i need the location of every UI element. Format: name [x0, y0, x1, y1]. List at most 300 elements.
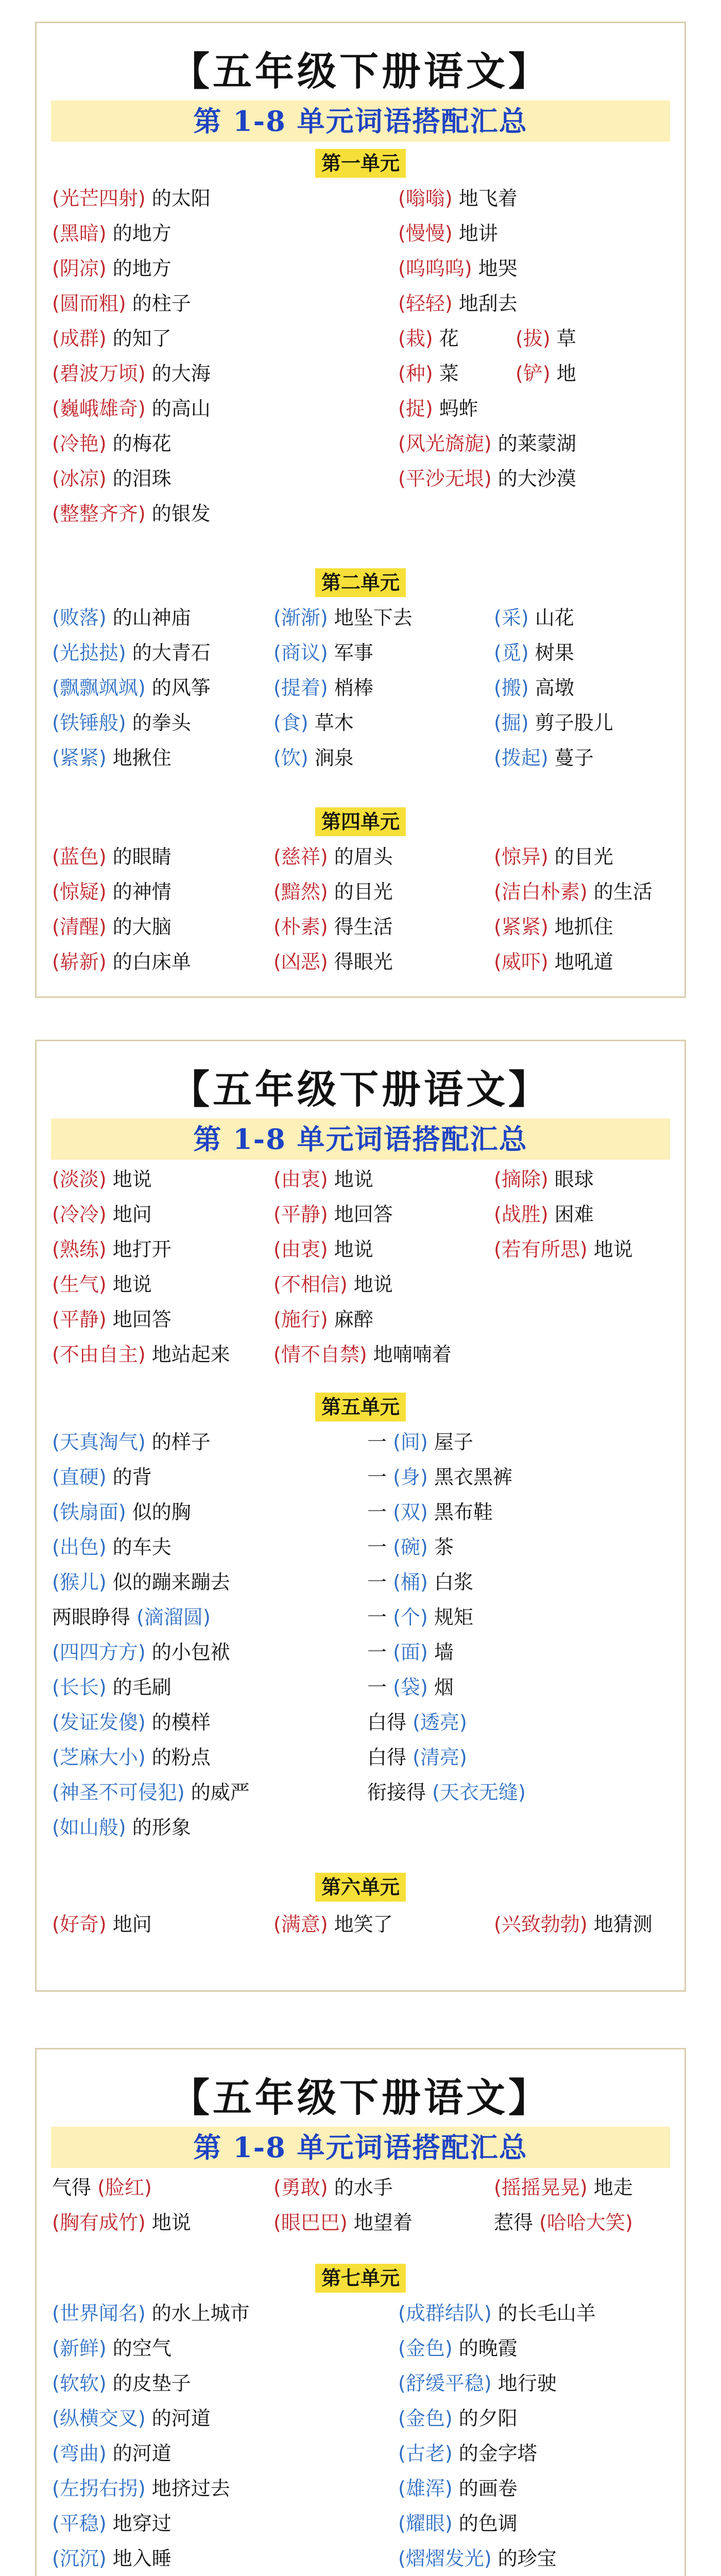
- phrase-text: 的皮垫子: [106, 2372, 191, 2395]
- bracket-open: (: [494, 1913, 502, 1936]
- bracket-close: ): [521, 606, 529, 629]
- bracket-open: (: [494, 1168, 502, 1191]
- bracket-close: ): [540, 916, 548, 938]
- page-subtitle: 第 1-8 单元词语搭配汇总: [51, 1118, 670, 1160]
- bracket-open: (: [393, 1501, 401, 1523]
- bracket-close: ): [420, 1431, 428, 1453]
- phrase-text: 地打开: [106, 1238, 171, 1261]
- phrase: [494, 944, 613, 979]
- phrase-text: 地说: [145, 2211, 191, 2234]
- phrase: [52, 2170, 152, 2205]
- bracket-close: ): [320, 1913, 328, 1936]
- answer-word: 纵横交叉: [59, 2407, 138, 2430]
- phrase-text: 高墩: [528, 676, 574, 699]
- list-item: [52, 1267, 684, 1302]
- list-item: [52, 839, 684, 874]
- bracket-close: ): [420, 1606, 428, 1629]
- answer-word: 猴儿: [59, 1571, 99, 1594]
- phrase-text: 的长毛山羊: [491, 2302, 596, 2325]
- phrase-text: 的梅花: [106, 432, 171, 455]
- bracket-open: (: [398, 292, 406, 315]
- list-item: [52, 1740, 684, 1775]
- bracket-open: (: [413, 1746, 420, 1769]
- phrase: [398, 391, 478, 426]
- phrase: [273, 1162, 373, 1197]
- list-item: [52, 705, 684, 740]
- bracket-close: ): [98, 2547, 107, 2570]
- bracket-open: (: [393, 1431, 401, 1453]
- answer-word: 不相信: [281, 1273, 340, 1296]
- bracket-close: ): [320, 641, 328, 664]
- list-item: [52, 181, 684, 216]
- phrase-text: 地问: [106, 1913, 152, 1936]
- bracket-close: ): [425, 362, 433, 385]
- phrase-text: 的水上城市: [145, 2302, 250, 2325]
- answer-word: 铁扇面: [59, 1501, 118, 1523]
- bracket-open: (: [52, 2372, 60, 2395]
- phrase-text: 地说: [106, 1273, 152, 1296]
- bracket-close: ): [484, 2372, 492, 2395]
- bracket-close: ): [98, 1676, 107, 1699]
- bracket-open: (: [273, 2211, 281, 2234]
- bracket-open: (: [393, 1571, 401, 1594]
- answer-word: 淡淡: [59, 1168, 99, 1191]
- phrase-text: 的金字塔: [452, 2442, 537, 2465]
- answer-word: 耀眼: [405, 2512, 445, 2535]
- bracket-open: (: [398, 2372, 406, 2395]
- answer-word: 成群结队: [405, 2302, 484, 2325]
- list-item: [52, 1670, 684, 1705]
- bracket-close: ): [300, 711, 308, 734]
- answer-word: 间: [400, 1431, 420, 1453]
- bracket-close: ): [542, 327, 551, 350]
- bracket-open: (: [494, 1238, 502, 1261]
- answer-word: 新鲜: [59, 2337, 99, 2360]
- bracket-open: (: [52, 2337, 60, 2360]
- phrase: [494, 740, 594, 775]
- bracket-close: ): [98, 2372, 107, 2395]
- phrase: [52, 2506, 171, 2541]
- bracket-open: (: [273, 606, 281, 629]
- phrase-text: 地说: [328, 1168, 373, 1191]
- bracket-open: (: [52, 1746, 60, 1769]
- bracket-close: ): [459, 1711, 467, 1734]
- bracket-close: ): [420, 1676, 428, 1699]
- phrase: [367, 1705, 467, 1740]
- bracket-open: 一: [367, 1676, 393, 1699]
- phrase: [494, 1197, 594, 1232]
- bracket-close: ): [444, 2407, 453, 2430]
- bracket-open: (: [494, 845, 502, 868]
- bracket-open: 一: [367, 1571, 393, 1594]
- phrase: [52, 2331, 171, 2366]
- bracket-open: (: [494, 951, 502, 973]
- bracket-open: (: [136, 1606, 144, 1629]
- word-list: [37, 181, 684, 531]
- phrase: [52, 321, 171, 356]
- phrase-text: 的莱蒙湖: [491, 432, 576, 455]
- phrase-text: 地喃喃着: [367, 1343, 452, 1366]
- bracket-close: ): [320, 1238, 328, 1261]
- bracket-open: (: [52, 1203, 60, 1226]
- bracket-close: ): [540, 951, 548, 973]
- phrase-text: 似的蹦来蹦去: [106, 1571, 230, 1594]
- phrase: [398, 2401, 518, 2436]
- bracket-open: (: [273, 1238, 281, 1261]
- list-item: [52, 2296, 684, 2331]
- phrase-text: 的拳头: [126, 711, 191, 734]
- bracket-close: ): [521, 641, 529, 664]
- answer-word: 由衷: [281, 1168, 320, 1191]
- bracket-close: ): [138, 1641, 146, 1664]
- bracket-open: (: [398, 2337, 406, 2360]
- phrase-text: 的画卷: [452, 2477, 518, 2500]
- bracket-open: (: [52, 2477, 60, 2500]
- phrase-text: 地站起来: [145, 1343, 230, 1366]
- answer-word: 轻轻: [405, 292, 445, 315]
- phrase: [52, 944, 191, 979]
- answer-word: 冷艳: [59, 432, 99, 455]
- phrase: [516, 321, 576, 356]
- phrase: [494, 705, 613, 740]
- bracket-open: (: [52, 676, 60, 699]
- answer-word: 阴凉: [59, 257, 99, 280]
- bracket-open: (: [273, 951, 281, 973]
- bracket-open: 气得: [52, 2176, 98, 2199]
- phrase: [398, 2541, 557, 2576]
- bracket-open: (: [494, 916, 502, 938]
- phrase: [52, 1600, 211, 1635]
- bracket-close: ): [98, 1203, 107, 1226]
- bracket-open: (: [52, 1676, 60, 1699]
- answer-word: 惊疑: [59, 880, 99, 903]
- bracket-close: ): [425, 397, 433, 420]
- phrase: [273, 1267, 393, 1302]
- bracket-close: ): [540, 845, 548, 868]
- phrase-text: 地挤过去: [145, 2477, 230, 2500]
- bracket-open: (: [52, 845, 60, 868]
- phrase-text: 的晚霞: [452, 2337, 518, 2360]
- phrase-text: 的太阳: [145, 187, 211, 210]
- answer-word: 由衷: [281, 1238, 320, 1261]
- answer-word: 紧紧: [501, 916, 541, 938]
- phrase: [367, 1635, 454, 1670]
- bracket-close: ): [459, 1746, 467, 1769]
- answer-word: 平静: [59, 1308, 99, 1331]
- bracket-close: ): [98, 845, 107, 868]
- phrase: [52, 2436, 171, 2471]
- phrase-text: 地穿过: [106, 2512, 171, 2535]
- bracket-close: ): [625, 2211, 633, 2234]
- bracket-open: 两眼睁得: [52, 1606, 137, 1629]
- phrase-text: 地说: [106, 1168, 152, 1191]
- phrase-text: 的大沙漠: [491, 467, 576, 490]
- bracket-close: ): [464, 257, 472, 280]
- answer-word: 战胜: [501, 1203, 541, 1226]
- phrase-text: 的目光: [328, 880, 393, 903]
- phrase-text: 的柱子: [126, 292, 191, 315]
- bracket-close: ): [98, 1466, 107, 1488]
- phrase: [52, 1495, 191, 1530]
- bracket-open: (: [398, 2302, 406, 2325]
- bracket-open: (: [273, 1203, 281, 1226]
- bracket-close: ): [177, 1781, 185, 1804]
- answer-word: 发证发傻: [59, 1711, 138, 1734]
- phrase: [273, 670, 373, 705]
- bracket-open: (: [398, 2407, 406, 2430]
- answer-word: 平稳: [59, 2512, 99, 2535]
- phrase: [398, 2331, 518, 2366]
- phrase: [52, 2471, 230, 2506]
- phrase: [52, 1740, 211, 1775]
- bracket-open: (: [52, 1238, 60, 1261]
- phrase: [52, 839, 171, 874]
- bracket-open: (: [52, 606, 60, 629]
- page-title: 【五年级下册语文】: [170, 48, 551, 94]
- phrase-text: 地问: [106, 1203, 152, 1226]
- bracket-close: ): [320, 1203, 328, 1226]
- bracket-close: ): [138, 676, 146, 699]
- answer-word: 胸有成竹: [59, 2211, 138, 2234]
- phrase-text: 的眼睛: [106, 845, 171, 868]
- phrase: [52, 181, 211, 216]
- phrase: [398, 216, 498, 251]
- answer-word: 桶: [400, 1571, 420, 1594]
- list-item: [52, 1425, 684, 1460]
- bracket-close: ): [138, 362, 146, 385]
- answer-word: 不由自主: [59, 1343, 138, 1366]
- answer-word: 采: [501, 606, 521, 629]
- bracket-open: (: [52, 2547, 60, 2570]
- bracket-open: (: [52, 1501, 60, 1523]
- phrase-text: 的大青石: [126, 641, 211, 664]
- bracket-close: ): [98, 1308, 107, 1331]
- bracket-open: (: [52, 1781, 60, 1804]
- bracket-open: (: [393, 1536, 401, 1558]
- bracket-close: ): [138, 1343, 146, 1366]
- bracket-open: (: [516, 327, 523, 350]
- bracket-open: (: [52, 1308, 60, 1331]
- answer-word: 身: [400, 1466, 420, 1488]
- bracket-open: (: [393, 1641, 401, 1664]
- bracket-close: ): [138, 502, 146, 525]
- phrase-text: 地哭: [472, 257, 518, 280]
- bracket-close: ): [98, 916, 107, 938]
- phrase-text: 地笑了: [328, 1913, 393, 1936]
- bracket-close: ): [540, 1203, 548, 1226]
- bracket-close: ): [98, 2512, 107, 2535]
- phrase-text: 的空气: [106, 2337, 171, 2360]
- bracket-open: (: [539, 2211, 547, 2234]
- answer-word: 金色: [405, 2337, 445, 2360]
- phrase-text: 树果: [528, 641, 574, 664]
- list-item: [52, 216, 684, 251]
- list-item: [52, 496, 684, 531]
- bracket-close: ): [444, 292, 453, 315]
- bracket-close: ): [98, 1273, 107, 1296]
- bracket-open: (: [52, 397, 60, 420]
- answer-word: 光芒四射: [59, 187, 138, 210]
- bracket-open: 白得: [367, 1746, 413, 1769]
- list-item: [52, 2366, 684, 2401]
- bracket-close: ): [138, 2211, 146, 2234]
- phrase-text: 黑衣黑裤: [427, 1466, 512, 1488]
- bracket-open: (: [97, 2176, 105, 2199]
- bracket-close: ): [521, 711, 529, 734]
- bracket-close: ): [98, 1571, 107, 1594]
- list-item: [52, 1907, 684, 1942]
- bracket-close: ): [138, 1711, 146, 1734]
- answer-word: 哈哈大笑: [546, 2211, 625, 2234]
- list-item: [52, 1337, 684, 1372]
- bracket-close: ): [420, 1501, 428, 1523]
- answer-word: 蓝色: [59, 845, 99, 868]
- bracket-open: (: [52, 2442, 60, 2465]
- list-item: [52, 286, 684, 321]
- phrase: [52, 1232, 171, 1267]
- phrase: [494, 670, 574, 705]
- bracket-close: ): [98, 606, 107, 629]
- phrase: [52, 2205, 191, 2240]
- list-item: [52, 321, 684, 356]
- bracket-open: 一: [367, 1466, 393, 1488]
- bracket-open: (: [273, 880, 281, 903]
- bracket-open: (: [52, 747, 60, 769]
- bracket-close: ): [138, 2407, 146, 2430]
- phrase: [398, 2506, 518, 2541]
- bracket-close: ): [138, 2477, 146, 2500]
- bracket-close: ): [444, 2442, 453, 2465]
- phrase: [273, 2170, 393, 2205]
- bracket-close: ): [138, 187, 146, 210]
- bracket-open: (: [398, 2512, 406, 2535]
- bracket-open: (: [52, 1913, 60, 1936]
- phrase-text: 地坠下去: [328, 606, 413, 629]
- list-item: [52, 391, 684, 426]
- phrase-text: 的地方: [106, 222, 171, 245]
- phrase: [273, 909, 393, 944]
- phrase-text: 的形象: [126, 1816, 191, 1839]
- phrase-text: 的毛刷: [106, 1676, 171, 1699]
- phrase-text: 的风筝: [145, 676, 211, 699]
- answer-word: 嗡嗡: [405, 187, 445, 210]
- answer-word: 惊异: [501, 845, 541, 868]
- bracket-close: ): [420, 1641, 428, 1664]
- answer-word: 呜呜呜: [405, 257, 465, 280]
- phrase: [52, 1907, 152, 1942]
- bracket-close: ): [359, 1343, 367, 1366]
- bracket-open: (: [52, 502, 60, 525]
- phrase: [398, 181, 518, 216]
- unit-heading: 第四单元: [37, 807, 684, 836]
- phrase: [494, 1232, 633, 1267]
- bracket-close: ): [138, 2302, 146, 2325]
- phrase: [494, 635, 574, 670]
- phrase-text: 的大脑: [106, 916, 171, 938]
- bracket-close: ): [540, 747, 548, 769]
- phrase-text: 地: [550, 362, 576, 385]
- bracket-open: (: [273, 1913, 281, 1936]
- answer-word: 慢慢: [405, 222, 445, 245]
- bracket-open: (: [494, 1203, 502, 1226]
- phrase: [52, 426, 171, 461]
- bracket-open: (: [398, 327, 406, 350]
- phrase: [398, 356, 459, 391]
- list-item: [52, 2401, 684, 2436]
- bracket-close: ): [320, 951, 328, 973]
- phrase-text: 地入睡: [106, 2547, 171, 2570]
- answer-word: 飘飘飒飒: [59, 676, 138, 699]
- bracket-open: (: [52, 187, 60, 210]
- list-item: [52, 461, 684, 496]
- phrase: [367, 1495, 493, 1530]
- bracket-open: (: [393, 1466, 401, 1488]
- bracket-close: ): [420, 1466, 428, 1488]
- bracket-open: (: [52, 222, 60, 245]
- phrase-text: 的大海: [145, 362, 211, 385]
- phrase: [52, 391, 211, 426]
- answer-word: 栽: [405, 327, 425, 350]
- phrase: [273, 1197, 393, 1232]
- answer-word: 崭新: [59, 951, 99, 973]
- bracket-open: (: [52, 362, 60, 385]
- list-item: [52, 1460, 684, 1495]
- bracket-close: ): [444, 2477, 453, 2500]
- bracket-close: ): [118, 292, 126, 315]
- list-item: [52, 2331, 684, 2366]
- phrase-text: 军事: [328, 641, 373, 664]
- bracket-close: ): [98, 2337, 107, 2360]
- bracket-close: ): [521, 676, 529, 699]
- answer-word: 慈祥: [281, 845, 320, 868]
- bracket-close: ): [339, 1273, 348, 1296]
- phrase-text: 地猜测: [587, 1913, 653, 1936]
- phrase: [273, 839, 393, 874]
- phrase: [494, 2205, 633, 2240]
- bracket-open: (: [52, 1816, 60, 1839]
- phrase-text: 的知了: [106, 327, 171, 350]
- phrase-text: 地抓住: [548, 916, 613, 938]
- answer-word: 直硬: [59, 1466, 99, 1488]
- bracket-close: ): [425, 327, 433, 350]
- phrase: [52, 1670, 171, 1705]
- unit-heading: 第五单元: [37, 1393, 684, 1421]
- bracket-open: (: [494, 880, 502, 903]
- list-item: [52, 670, 684, 705]
- bracket-close: ): [339, 2211, 348, 2234]
- answer-word: 摇摇晃晃: [501, 2176, 580, 2199]
- answer-word: 风光旖旎: [405, 432, 484, 455]
- answer-word: 铁锤般: [59, 711, 118, 734]
- bracket-close: ): [118, 711, 126, 734]
- phrase-text: 蔓子: [548, 747, 594, 769]
- phrase-text: 的目光: [548, 845, 613, 868]
- phrase: [494, 909, 613, 944]
- answer-word: 神圣不可侵犯: [59, 1781, 177, 1804]
- phrase-text: 的水手: [328, 2176, 393, 2199]
- phrase: [52, 874, 171, 909]
- list-item: [52, 740, 684, 775]
- phrase-text: 规矩: [427, 1606, 473, 1629]
- phrase: [52, 1810, 191, 1845]
- bracket-open: (: [52, 467, 60, 490]
- answer-word: 熟练: [59, 1238, 99, 1261]
- bracket-open: (: [52, 1536, 60, 1558]
- bracket-open: (: [494, 641, 502, 664]
- list-item: [52, 426, 684, 461]
- answer-word: 雄浑: [405, 2477, 445, 2500]
- bracket-open: (: [398, 397, 406, 420]
